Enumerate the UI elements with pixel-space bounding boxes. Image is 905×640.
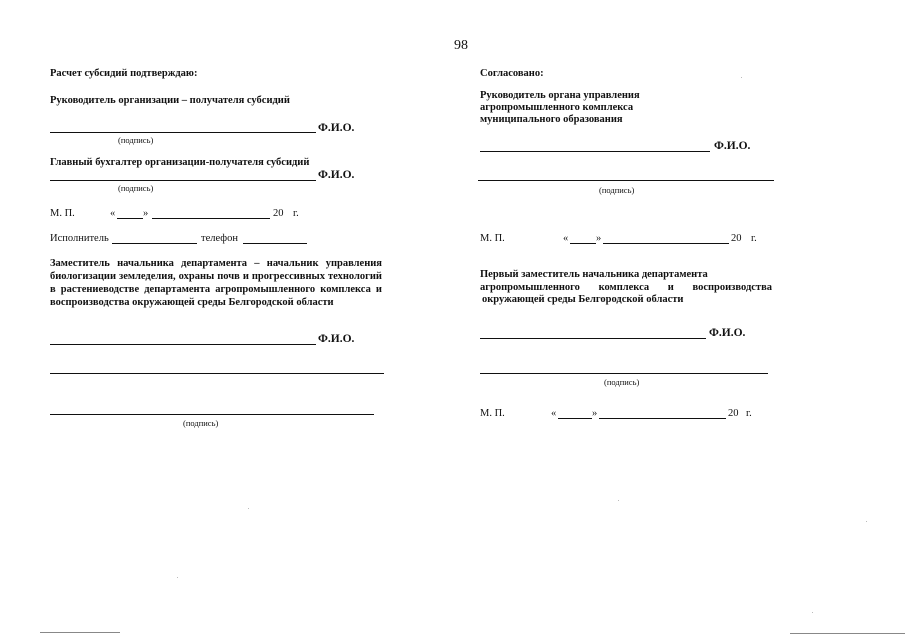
- right-mp1-label: М. П.: [480, 233, 505, 244]
- scan-edge-mark: [790, 633, 905, 634]
- first-deputy-line2: агропромышленного комплекса и воспроизводства: [480, 282, 772, 293]
- first-deputy-fio-line[interactable]: [480, 338, 706, 339]
- scan-speck: [866, 521, 867, 522]
- deputy-head-fio-label: Ф.И.О.: [318, 333, 355, 345]
- first-deputy-line3: окружающей среды Белгородской области: [482, 294, 684, 305]
- phone-field[interactable]: [243, 243, 307, 244]
- recipient-head-signature-line[interactable]: [50, 132, 316, 133]
- right-date1-year: 20: [731, 233, 742, 244]
- chief-accountant-signature-line[interactable]: [50, 180, 316, 181]
- right-date2-day-field[interactable]: [558, 418, 592, 419]
- deputy-head-fio-line[interactable]: [50, 344, 316, 345]
- right-date2-year: 20: [728, 408, 739, 419]
- recipient-head-label: Руководитель организации – получателя субсидий: [50, 95, 290, 106]
- right-date1-quote-open: «: [563, 233, 569, 244]
- municipal-head-signature-caption: (подпись): [599, 185, 635, 195]
- right-date2-month-field[interactable]: [599, 418, 726, 419]
- first-deputy-signature-line[interactable]: [480, 373, 768, 374]
- scan-speck: [741, 77, 742, 78]
- chief-accountant-label: Главный бухгалтер организации-получателя субсидий: [50, 157, 310, 168]
- left-date-month-field[interactable]: [152, 218, 270, 219]
- municipal-head-fio-line[interactable]: [480, 151, 710, 152]
- right-heading: Согласовано:: [480, 68, 544, 79]
- right-date2-quote-open: «: [551, 408, 557, 419]
- page-number: 98: [454, 38, 468, 53]
- left-date-day-field[interactable]: [117, 218, 143, 219]
- recipient-head-fio-label: Ф.И.О.: [318, 122, 355, 134]
- scan-speck: [177, 577, 178, 578]
- recipient-head-signature-caption: (подпись): [118, 135, 154, 145]
- first-deputy-fio-label: Ф.И.О.: [709, 327, 746, 339]
- right-date2-quote-close: »: [592, 408, 598, 419]
- right-mp2-label: М. П.: [480, 408, 505, 419]
- deputy-head-signature-caption: (подпись): [183, 418, 219, 428]
- left-date-year: 20: [273, 208, 284, 219]
- first-deputy-line1: Первый заместитель начальника департамента: [480, 269, 708, 280]
- left-heading: Расчет субсидий подтверждаю:: [50, 68, 198, 79]
- phone-label: телефон: [201, 233, 238, 244]
- executor-field[interactable]: [112, 243, 197, 244]
- left-date-quote-open: «: [110, 208, 116, 219]
- left-mp-label: М. П.: [50, 208, 75, 219]
- scan-speck: [618, 500, 619, 501]
- right-date1-year-suffix: г.: [751, 233, 757, 244]
- municipal-head-line3: муниципального образования: [480, 114, 623, 125]
- scan-edge-mark: [40, 632, 120, 633]
- municipal-head-fio-label: Ф.И.О.: [714, 140, 751, 152]
- municipal-head-signature-line[interactable]: [478, 180, 774, 181]
- deputy-head-position-line[interactable]: [50, 373, 384, 374]
- right-date1-day-field[interactable]: [570, 243, 596, 244]
- chief-accountant-signature-caption: (подпись): [118, 183, 154, 193]
- deputy-head-text: Заместитель начальника департамента – начальник управления биологизации земледелия, охраны почв и прогрессивных технологий в растениеводстве департамента агропромышленного комплекса и воспроизводства окружающей среды Белгородской области: [50, 258, 382, 308]
- first-deputy-signature-caption: (подпись): [604, 377, 640, 387]
- municipal-head-line1: Руководитель органа управления: [480, 90, 640, 101]
- chief-accountant-fio-label: Ф.И.О.: [318, 169, 355, 181]
- deputy-head-signature-line[interactable]: [50, 414, 374, 415]
- left-date-quote-close: »: [143, 208, 149, 219]
- municipal-head-line2: агропромышленного комплекса: [480, 102, 634, 113]
- right-date1-month-field[interactable]: [603, 243, 729, 244]
- executor-label: Исполнитель: [50, 233, 109, 244]
- left-date-year-suffix: г.: [293, 208, 299, 219]
- scan-speck: [248, 508, 249, 509]
- right-date2-year-suffix: г.: [746, 408, 752, 419]
- right-date1-quote-close: »: [596, 233, 602, 244]
- scan-speck: [812, 612, 813, 613]
